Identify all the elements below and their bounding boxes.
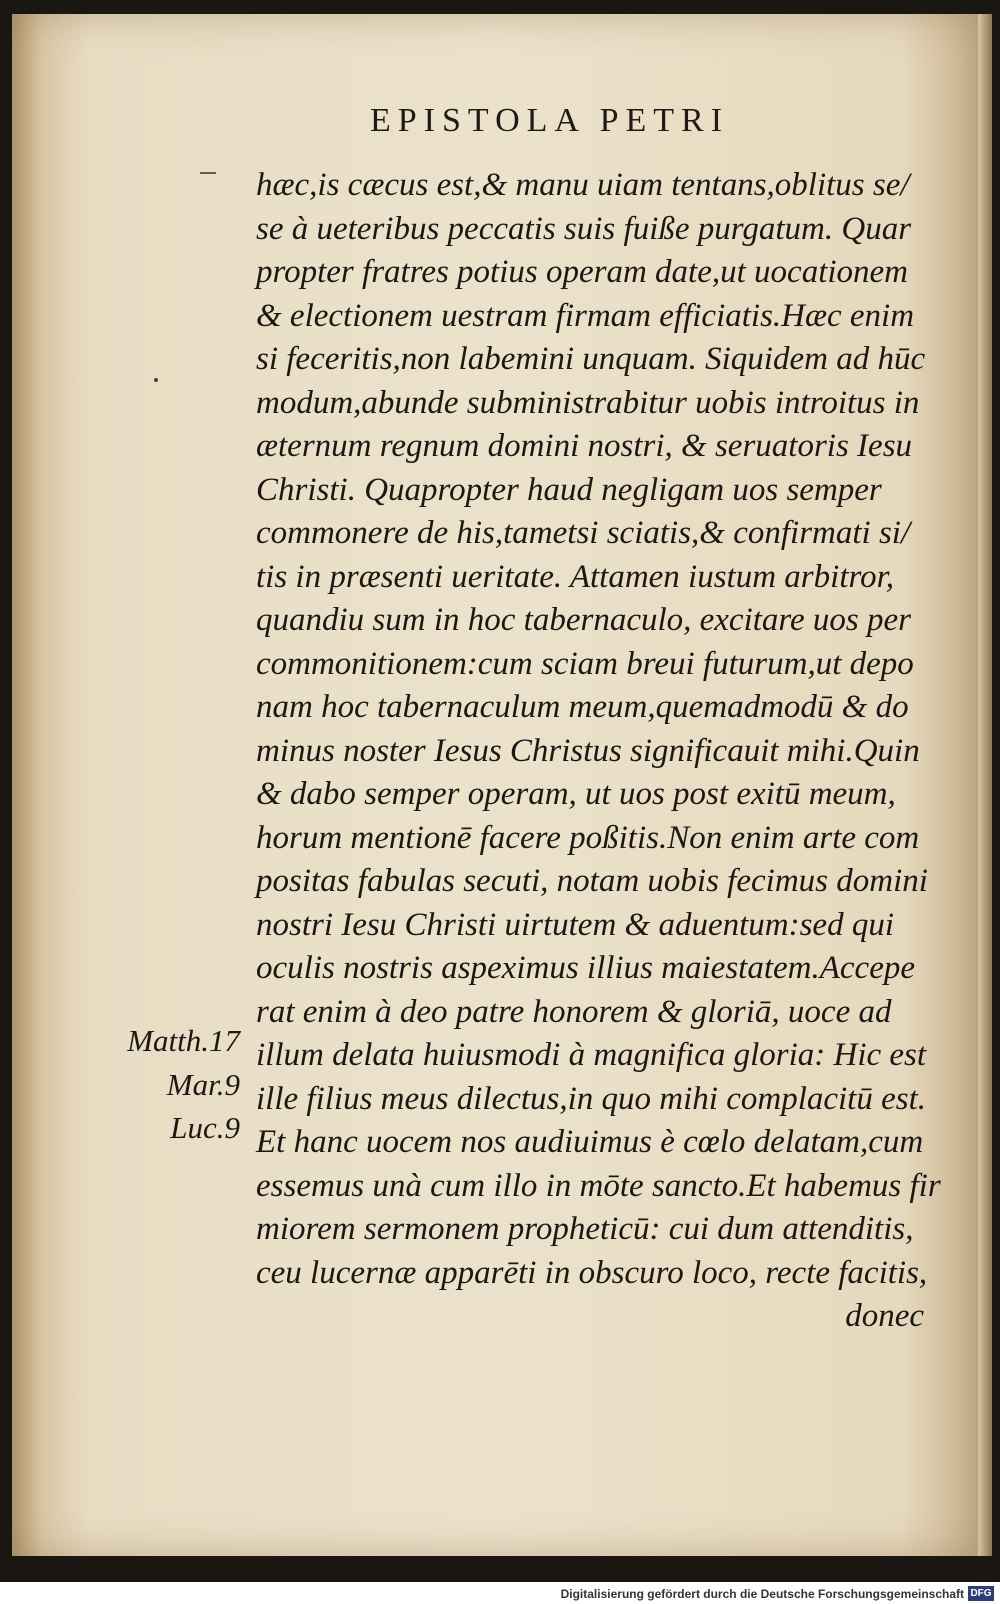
text-line: minus noster Iesus Christus significauit mihi.Quin <box>256 732 920 769</box>
footer-credit: Digitalisierung gefördert durch die Deutsche Forschungsgemeinschaft <box>560 1587 964 1601</box>
text-line: nostri Iesu Christi uirtutem & aduentum:sed qui <box>256 906 894 943</box>
text-line: tis in præsenti ueritate. Attamen iustum arbitror, <box>256 558 895 595</box>
footer-bar <box>0 1582 1000 1604</box>
margin-note-luke: Luc.9 <box>170 1110 240 1145</box>
text-line: positas fabulas secuti, notam uobis fecimus domini <box>256 863 928 899</box>
text-line: illum delata huiusmodi à magnifica gloria: Hic est <box>256 1037 927 1073</box>
body-text <box>256 164 941 1339</box>
text-line: ceu lucernæ apparēti in obscuro loco, recte facitis, <box>256 1254 928 1291</box>
text-line: se à ueteribus peccatis suis fuiße purgatum. Quar <box>256 210 912 247</box>
catchword: donec <box>845 1298 924 1334</box>
dfg-logo: DFG <box>968 1586 994 1601</box>
page-edge-right <box>978 14 992 1556</box>
running-head: EPISTOLA PETRI <box>370 102 730 139</box>
margin-note-matthew: Matth.17 <box>127 1023 240 1058</box>
text-line: rat enim à deo patre honorem & gloriā, uoce ad <box>256 993 892 1030</box>
text-line: Et hanc uocem nos audiuimus è cœlo delatam,cum <box>256 1124 924 1160</box>
text-line: horum mentionē facere poßitis.Non enim arte com <box>256 819 920 856</box>
text-line: miorem sermonem propheticū: cui dum attenditis, <box>256 1211 914 1247</box>
text-line: & electionem uestram firmam efficiatis.Hæc enim <box>256 297 915 334</box>
text-line: ille filius meus dilectus,in quo mihi complacitū est. <box>256 1080 927 1117</box>
text-line: nam hoc tabernaculum meum,quemadmodū & do <box>256 689 909 725</box>
text-line: essemus unà cum illo in mōte sancto.Et habemus fir <box>256 1167 941 1204</box>
text-line: quandiu sum in hoc tabernaculo, excitare uos per <box>256 602 912 638</box>
text-line: hæc,is cæcus est,& manu uiam tentans,oblitus se/ <box>256 167 910 203</box>
text-line: propter fratres potius operam date,ut uocationem <box>256 254 909 290</box>
text-line: modum,abunde subministrabitur uobis introitus in <box>256 384 920 421</box>
text-line: Christi. Quapropter haud negligam uos semper <box>256 471 882 508</box>
margin-dot <box>154 378 158 382</box>
margin-notes <box>40 1019 240 1150</box>
text-line: si feceritis,non labemini unquam. Siquidem ad hūc <box>256 341 926 377</box>
margin-mark <box>200 172 216 174</box>
text-line: æternum regnum domini nostri, & seruatoris Iesu <box>256 428 913 464</box>
text-line: commonitionem:cum sciam breui futurum,ut depo <box>256 645 914 682</box>
text-line: oculis nostris aspeximus illius maiestatem.Accepe <box>256 950 915 986</box>
margin-note-mark: Mar.9 <box>166 1066 240 1102</box>
text-line: commonere de his,tametsi sciatis,& confirmati si/ <box>256 515 911 551</box>
text-line: & dabo semper operam, ut uos post exitū meum, <box>256 776 896 812</box>
